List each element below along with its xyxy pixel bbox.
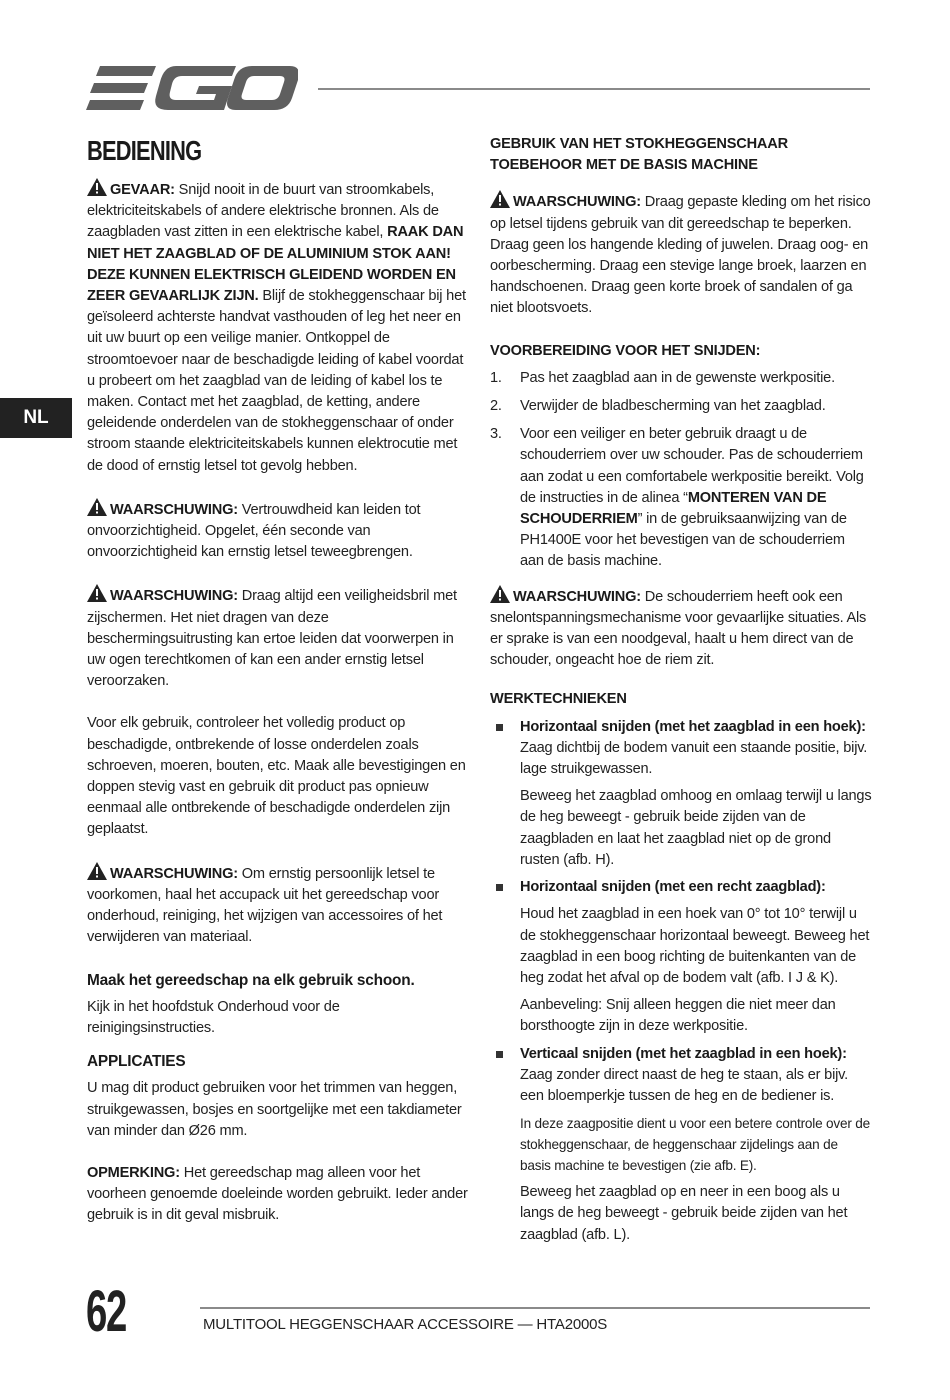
warning-paragraph-2 [87, 584, 469, 692]
step-text: Voor een veiliger en beter gebruik draagt u de schouderriem over uw schouder. Pas de schouderriem aan zodat u een comfortabele werkpositie bereikt. Volg de instructies in de alinea “ [520, 426, 864, 506]
step-number: 1. [490, 369, 502, 386]
technique-title: Verticaal snijden (met het zaagblad in een hoek): [520, 1045, 847, 1062]
warning-triangle-icon [490, 190, 510, 208]
warning-text: Vertrouwdheid kan leiden tot onvoorzichtigheid. Opgelet, één seconde van onvoorzichtigheid kan ernstig letsel teweegbrengen. [87, 501, 421, 561]
warning-text: De schouderriem heeft ook een snelontspanningsmechanisme voor gevaarlijke situaties. Als er sprake is van een noodgeval, haalt u hem direct van de schouder, ongeacht hoe de riem zit. [490, 588, 867, 669]
right-column [490, 134, 872, 1252]
warning-text: Om ernstig persoonlijk letsel te voorkomen, haal het accupack uit het gereedschap voor onderhoud, reiniging, het wijzigen van accessoires of het verwijderen van materiaal. [87, 865, 443, 946]
warning-triangle-icon [87, 584, 107, 602]
warning-label: WAARSCHUWING: [110, 588, 238, 605]
applications-text: U mag dit product gebruiken voor het trimmen van heggen, struikgewassen, bosjes en soortgelijke met een takdiameter van minder dan Ø26 mm. [87, 1080, 462, 1139]
preparation-steps [490, 368, 872, 573]
list-item [490, 396, 872, 417]
applications-heading: APPLICATIES [87, 1053, 186, 1071]
header-rule [318, 88, 870, 90]
step-number: 2. [490, 398, 502, 415]
note-paragraph [87, 1163, 469, 1227]
list-item [490, 877, 872, 898]
warning-paragraph-1 [87, 498, 469, 564]
technique-title: Horizontaal snijden (met een recht zaagblad): [520, 879, 826, 896]
warning-label: WAARSCHUWING: [513, 588, 641, 605]
warning-text: Draag altijd een veiligheidsbril met zijschermen. Het niet dragen van deze beschermingsuitrusting kan ertoe leiden dat voorwerpen in uw ogen terechtkomen of kan een ander ernstig letsel veroorzaken. [87, 588, 457, 690]
warning-triangle-icon [87, 498, 107, 516]
bullet-square-icon [496, 884, 503, 891]
technique-text: Zaag zonder direct naast de heg te staan, als er bijv. een bloemperkje tussen de heg en de bediener is. [520, 1066, 849, 1104]
cleaning-heading: Maak het gereedschap na elk gebruik schoon. [87, 971, 415, 989]
technique-subtext: Beweeg het zaagblad op en neer in een boog als u langs de heg beweegt - gebruik beide zijden van het zaagblad (afb. L). [520, 1184, 848, 1243]
step-text: Verwijder de bladbescherming van het zaagblad. [520, 398, 826, 415]
accessory-heading: GEBRUIK VAN HET STOKHEGGENSCHAAR TOEBEHOOR MET DE BASIS MACHINE [490, 136, 788, 174]
note-text: Het gereedschap mag alleen voor het voorheen genoemde doeleinde worden gebruikt. Ieder ander gebruik is in dit geval misbruik. [87, 1164, 468, 1224]
danger-paragraph [87, 178, 469, 477]
danger-label: GEVAAR: [110, 182, 175, 198]
technique-subtext: Aanbeveling: Snij alleen heggen die niet meer dan borsthoogte zijn in deze werkpositie. [520, 997, 836, 1035]
danger-text-1: Snijd nooit in de buurt van stroomkabels, elektriciteitskabels of andere elektrische bronnen. Als de zaagbladen vast zitten in een elektrische kabel, [87, 182, 439, 241]
ego-logo [86, 64, 298, 114]
left-column [87, 134, 469, 1227]
warning-triangle-icon [490, 585, 510, 603]
step-bold-text: MONTEREN VAN DE SCHOUDERRIEM [520, 489, 827, 528]
inspection-paragraph: Voor elk gebruik, controleer het volledig product op beschadigde, ontbrekende of losse onderdelen zoals schroeven, moeren, bouten, etc. Maak alle bevestigingen en doppen stevig vast en gebruik dit product pas opnieuw eenmaal alle ontbrekende of beschadigde onderdelen zijn geplaatst. [87, 715, 466, 838]
warning-label: WAARSCHUWING: [110, 865, 238, 882]
technique-subtext: Houd het zaagblad in een hoek van 0° tot 10° terwijl u de stokheggenschaar horizontaal beweegt. Beweeg het zaagblad in een boog richting de buitenkanten van de heg zodat het afval op de bodem valt (afb. I J & K). [520, 906, 870, 986]
language-tab [0, 398, 72, 438]
footer-rule [200, 1307, 870, 1309]
preparation-heading: VOORBEREIDING VOOR HET SNIJDEN: [490, 342, 761, 359]
page-number: 62 [86, 1279, 126, 1344]
warning-text: Draag gepaste kleding om het risico op letsel tijdens gebruik van dit gereedschap te beperken. Draag geen los hangende kleding of juwelen. Draag oog- en oorbescherming. Draag een stevige lange broek, laarzen en handschoenen. Draag geen korte broek of sandalen of ga niet blootsvoets. [490, 194, 871, 317]
cleaning-text: Kijk in het hoofdstuk Onderhoud voor de reinigingsinstructies. [87, 998, 340, 1036]
list-item [490, 717, 872, 781]
warning-triangle-icon [87, 178, 107, 196]
technique-text: Zaag dichtbij de bodem vanuit een staande positie, bijv. lage struikgewassen. [520, 739, 868, 778]
technique-subtext: Beweeg het zaagblad omhoog en omlaag terwijl u langs de heg beweegt - gebruik beide zijden van de zaagbladen en laat het zaagblad niet op de grond rusten (afb. H). [520, 788, 872, 868]
danger-text-2: Blijf de stokheggenschaar bij het geïsoleerd achterste handvat vasthouden of leg het neer en uit uw buurt op een veilige manier. Ontkoppel de stroomtoevoer naar de beschadigde leiding of kabel voordat u probeert om het zaagblad van de leiding of kabel los te maken. Contact met het zaagblad, de ketting, andere geleidende onderdelen van de stokheggenschaar of onder stroom staande elektriciteitskabels kunnen elektrocutie met de dood of ernstig letsel tot gevolg hebben. [87, 288, 466, 474]
warning-paragraph-clothing [490, 190, 872, 319]
techniques-list [490, 717, 872, 781]
warning-paragraph-3 [87, 862, 469, 949]
warning-triangle-icon [87, 862, 107, 880]
language-tab-label: NL [23, 407, 49, 428]
footer-title: MULTITOOL HEGGENSCHAAR ACCESSOIRE — HTA2000S [203, 1316, 608, 1333]
section-title: BEDIENING [87, 135, 202, 166]
step-text: Pas het zaagblad aan in de gewenste werkpositie. [520, 369, 835, 386]
list-item [490, 1044, 872, 1108]
list-item [490, 424, 872, 572]
list-item [490, 368, 872, 389]
step-number: 3. [490, 426, 502, 443]
bullet-square-icon [496, 724, 503, 731]
technique-title: Horizontaal snijden (met het zaagblad in een hoek): [520, 718, 866, 735]
techniques-list [490, 877, 872, 898]
danger-bold-text: RAAK DAN NIET HET ZAAGBLAD OF DE ALUMINIUM STOK AAN! DEZE KUNNEN ELEKTRISCH GLEIDEND WORDEN EN ZEER GEVAARLIJK ZIJN. [87, 224, 464, 305]
techniques-list [490, 1044, 872, 1108]
warning-label: WAARSCHUWING: [110, 501, 238, 518]
techniques-heading: WERKTECHNIEKEN [490, 691, 627, 708]
warning-label: WAARSCHUWING: [513, 194, 641, 211]
note-label: OPMERKING: [87, 1164, 180, 1181]
step-text: ” in de gebruiksaanwijzing van de PH1400E voor het bevestigen van de schouderriem aan de basis machine. [520, 511, 847, 570]
bullet-square-icon [496, 1051, 503, 1058]
technique-subtext: In deze zaagpositie dient u voor een betere controle over de stokheggenschaar, de heggenschaar zijdelings aan de basis machine te bevestigen (zie afb. E). [520, 1116, 870, 1174]
warning-paragraph-strap [490, 585, 872, 672]
